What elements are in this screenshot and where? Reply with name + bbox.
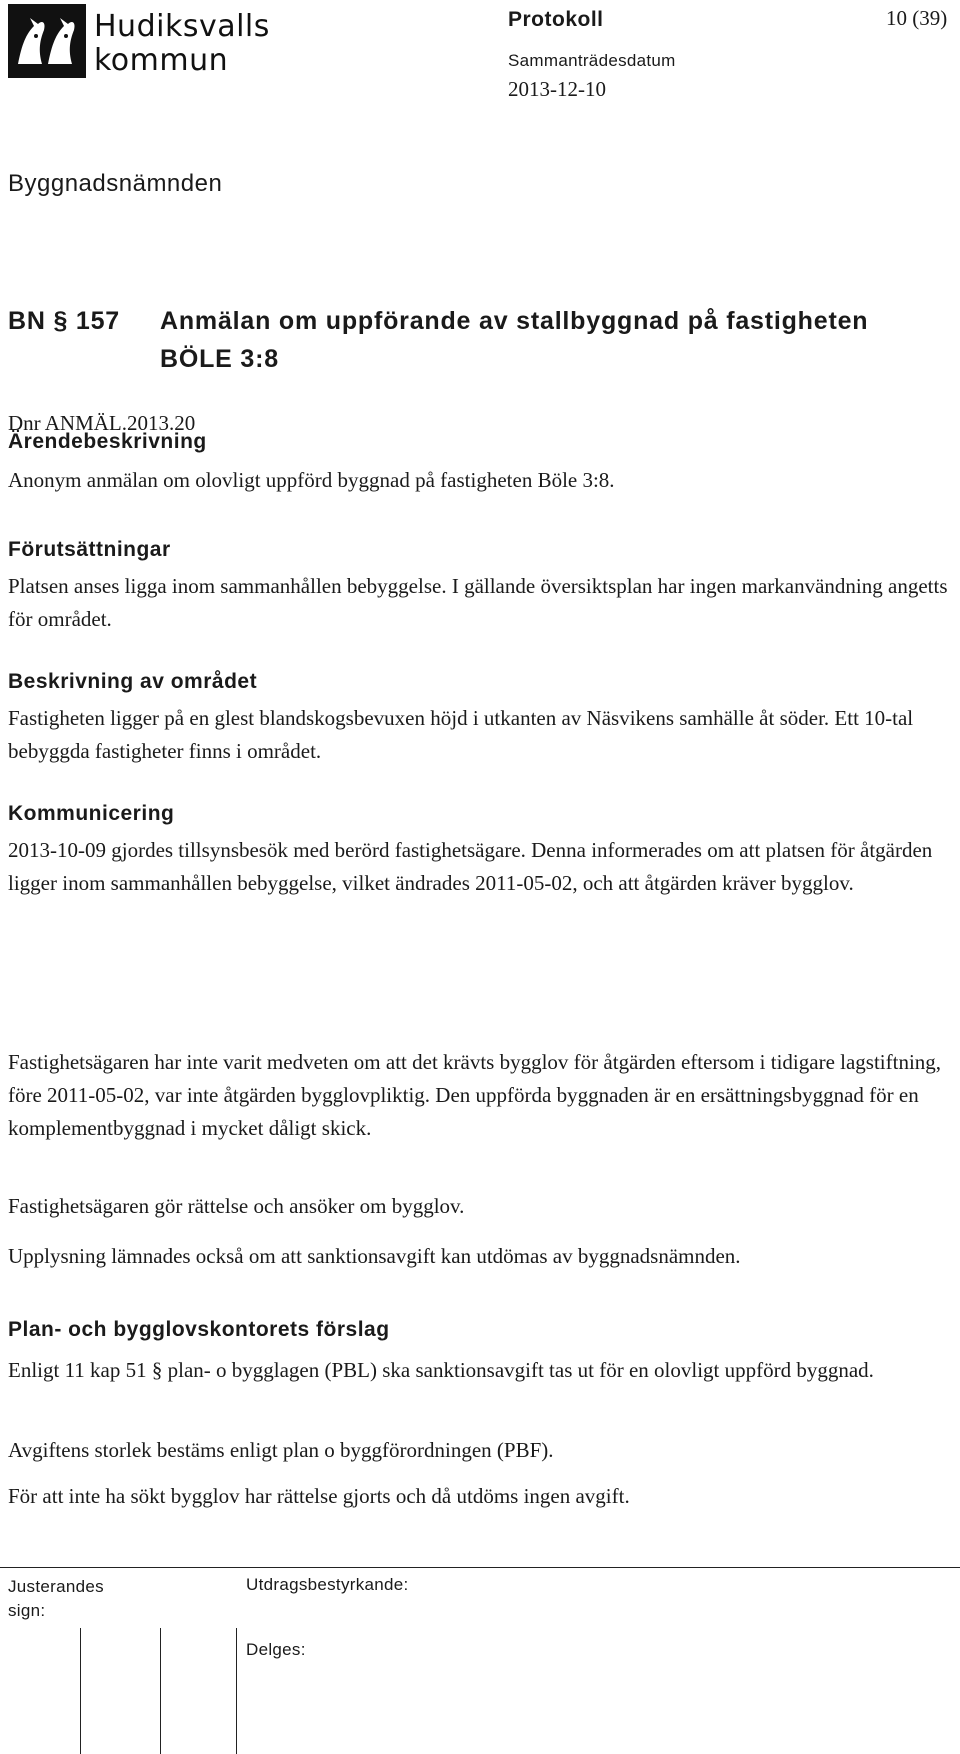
diary-number: Dnr ANMÄL.2013.20: [8, 411, 196, 435]
committee-name: Byggnadsnämnden: [8, 170, 223, 197]
case-title: Anmälan om uppförande av stallbyggnad på fastigheten BÖLE 3:8: [160, 307, 869, 373]
arende-text: Anonym anmälan om olovligt uppförd byggnad på fastigheten Böle 3:8.: [8, 468, 615, 492]
meeting-date: 2013-12-10: [508, 77, 606, 101]
heading-forslag: Plan- och bygglovskontorets förslag: [8, 1318, 390, 1341]
forslag-p3: För att inte ha sökt bygglov har rättelse gjorts och då utdöms ingen avgift.: [8, 1484, 630, 1508]
case-title-block: [8, 302, 948, 382]
case-number: BN § 157: [8, 307, 121, 335]
kommunicering-p1: 2013-10-09 gjordes tillsynsbesök med berörd fastighetsägare. Denna informerades om att platsen för åtgärden ligger inom sammanhållen bebyggelse, vilket ändrades 2011-05-02, och att åtgärden kräver bygglov.: [8, 838, 933, 895]
municipal-crest-icon: [8, 4, 86, 78]
hudiksvall-logo: [8, 4, 270, 78]
signature-box-divider: [80, 1628, 81, 1754]
justerandes-signature-label: Justerandes sign:: [8, 1577, 104, 1620]
signature-box-divider: [236, 1628, 237, 1754]
forslag-p1: Enligt 11 kap 51 § plan- o bygglagen (PBL) ska sanktionsavgift tas ut för en olovligt uppförd byggnad.: [8, 1358, 874, 1382]
signature-box-divider: [160, 1628, 161, 1754]
kommunicering-p4: Upplysning lämnades också om att sanktionsavgift kan utdömas av byggnadsnämnden.: [8, 1244, 741, 1268]
logo-line-1: Hudiksvalls: [94, 9, 270, 44]
footer-divider: [0, 1567, 960, 1568]
heading-kommunicering: Kommunicering: [8, 802, 175, 825]
page-number: 10 (39): [886, 6, 948, 30]
meeting-date-label: Sammanträdesdatum: [508, 51, 676, 70]
forutsattningar-text: Platsen anses ligga inom sammanhållen bebyggelse. I gällande översiktsplan har ingen markanvändning angetts för området.: [8, 574, 948, 631]
utdragsbestyrkande-label: Utdragsbestyrkande:: [246, 1575, 409, 1594]
heading-forutsattningar: Förutsättningar: [8, 538, 171, 561]
heading-arendebeskrivning: Ärendebeskrivning: [8, 430, 207, 453]
kommunicering-p2: Fastighetsägaren har inte varit medveten om att det krävts bygglov för åtgärden eftersom i tidigare lagstiftning, före 2011-05-02, var inte åtgärden bygglovpliktig. Den uppförda byggnaden är en ersättningsbyggnad för en komplementbyggnad i mycket dåligt skick.: [8, 1050, 942, 1140]
forslag-p2: Avgiftens storlek bestäms enligt plan o byggförordningen (PBF).: [8, 1438, 554, 1462]
heading-beskrivning: Beskrivning av området: [8, 670, 258, 693]
delges-label: Delges:: [246, 1640, 306, 1659]
kommunicering-p3: Fastighetsägaren gör rättelse och ansöker om bygglov.: [8, 1194, 465, 1218]
logo-line-2: kommun: [94, 43, 229, 78]
document-type: Protokoll: [508, 8, 604, 31]
beskrivning-text: Fastigheten ligger på en glest blandskogsbevuxen höjd i utkanten av Näsvikens samhälle åt söder. Ett 10-tal bebyggda fastigheter finns i området.: [8, 706, 914, 763]
